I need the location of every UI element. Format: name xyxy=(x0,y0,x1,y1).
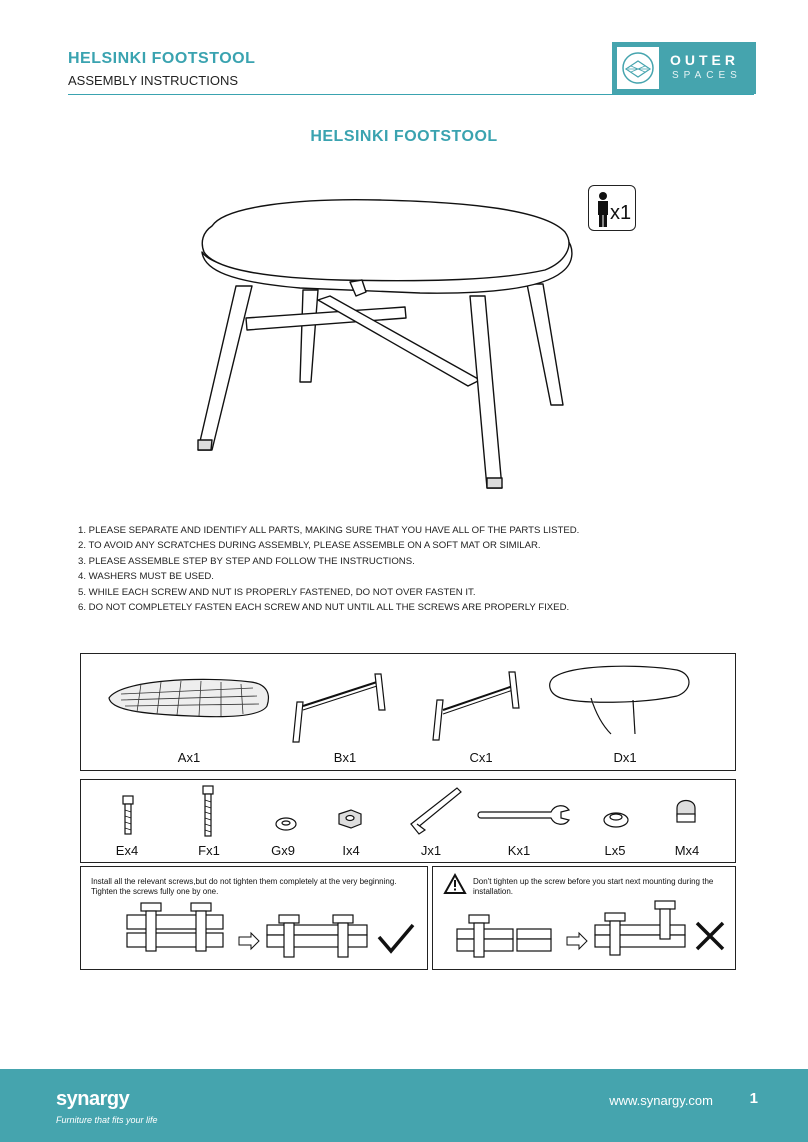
tightening-tip-panel xyxy=(80,866,428,970)
instruction-item: 3. PLEASE ASSEMBLE STEP BY STEP AND FOLLOW THE INSTRUCTIONS. xyxy=(78,555,415,567)
tip-text-line1: Install all the relevant screws,but do not tighten them completely at the very beginning. xyxy=(91,877,397,886)
instruction-item: 5. WHILE EACH SCREW AND NUT IS PROPERLY FASTENED, DO NOT OVER FASTEN IT. xyxy=(78,586,476,598)
part-label: Ex4 xyxy=(115,843,139,858)
part-label: Gx9 xyxy=(271,843,295,858)
hardware-drawings xyxy=(81,780,737,864)
footstool-illustration xyxy=(0,0,808,500)
page-title: HELSINKI FOOTSTOOL xyxy=(310,128,498,145)
instructions-list xyxy=(78,523,758,615)
large-parts-panel xyxy=(80,653,736,771)
brand-top: OUTER xyxy=(670,52,739,68)
warning-text-line2: installation. xyxy=(473,887,514,896)
part-label: Bx1 xyxy=(333,750,357,765)
header-doc-type: ASSEMBLY INSTRUCTIONS xyxy=(68,73,238,88)
correct-assembly-diagram xyxy=(81,867,429,971)
part-label: Ax1 xyxy=(177,750,201,765)
part-label: Cx1 xyxy=(469,750,493,765)
synargy-logo: synargy xyxy=(56,1088,130,1110)
instruction-item: 2. TO AVOID ANY SCRATCHES DURING ASSEMBLY, PLEASE ASSEMBLE ON A SOFT MAT OR SIMILAR. xyxy=(78,540,541,552)
part-label: Kx1 xyxy=(507,843,531,858)
footer-url[interactable]: www.synargy.com xyxy=(609,1093,713,1108)
brand-bottom: SPACES xyxy=(672,70,742,81)
tip-text-line2: Tighten the screws fully one by one. xyxy=(91,887,219,896)
part-label: Lx5 xyxy=(604,843,626,858)
page-number: 1 xyxy=(749,1090,758,1107)
part-label: Fx1 xyxy=(198,843,220,858)
part-label: Jx1 xyxy=(420,843,442,858)
instruction-item: 6. DO NOT COMPLETELY FASTEN EACH SCREW AND NUT UNTIL ALL THE SCREWS ARE PROPERLY FIXED. xyxy=(78,602,570,614)
cross-icon xyxy=(697,923,723,949)
warning-text-line1: Don't tighten up the screw before you start next mounting during the xyxy=(473,877,714,886)
instruction-item: 4. WASHERS MUST BE USED. xyxy=(78,571,214,583)
part-label: Ix4 xyxy=(342,843,360,858)
instruction-item: 1. PLEASE SEPARATE AND IDENTIFY ALL PARTS, MAKING SURE THAT YOU HAVE ALL OF THE PARTS LISTED. xyxy=(78,525,580,536)
header-product-name: HELSINKI FOOTSTOOL xyxy=(68,50,256,67)
person-count-label: x1 xyxy=(610,202,632,224)
part-label: Dx1 xyxy=(613,750,637,765)
synargy-tagline: Furniture that fits your life xyxy=(56,1115,158,1125)
hardware-parts-panel xyxy=(80,779,736,863)
part-label: Mx4 xyxy=(674,843,700,858)
warning-icon xyxy=(445,875,465,893)
check-icon xyxy=(379,925,413,951)
warning-panel xyxy=(432,866,736,970)
